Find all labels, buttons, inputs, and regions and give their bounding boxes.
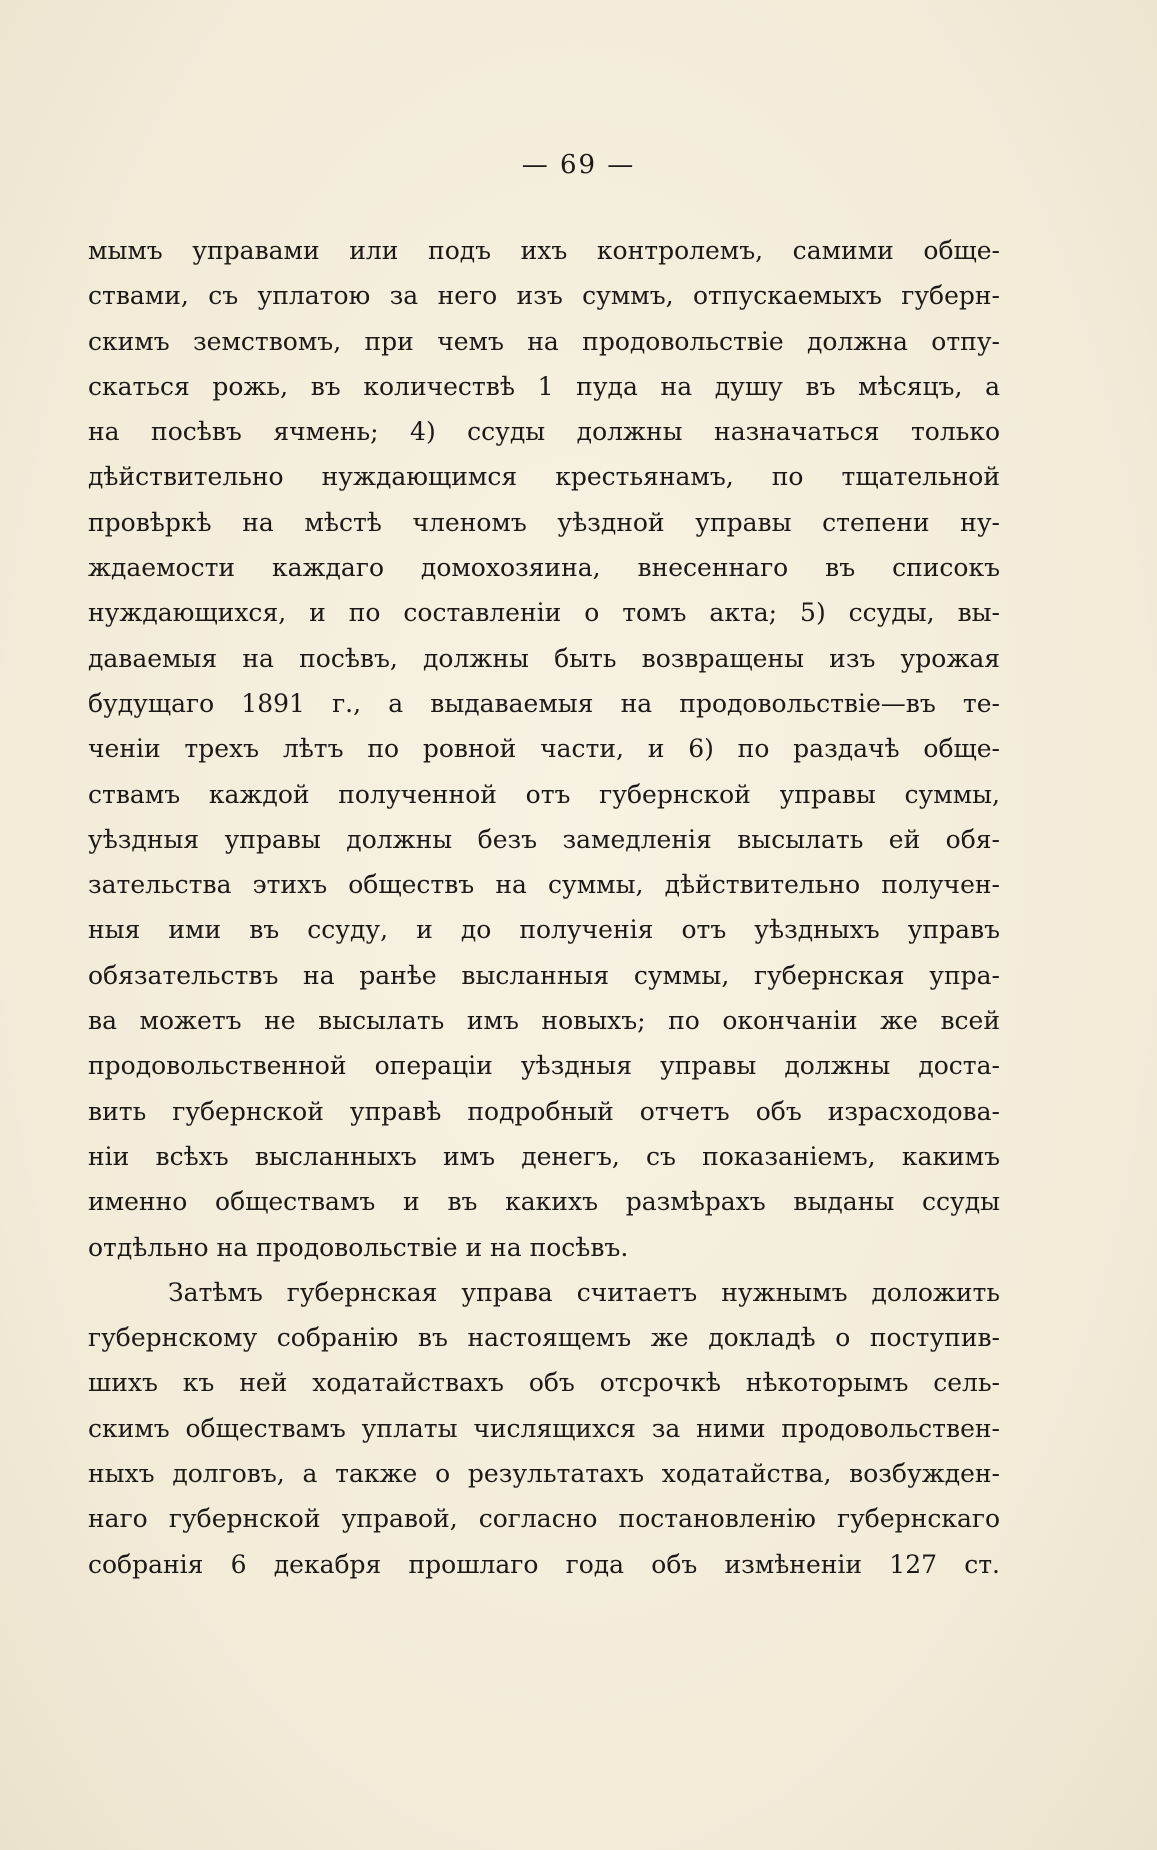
text-line: шихъ къ ней ходатайствахъ объ отсрочкѣ нѣкоторымъ сель- [88,1368,1000,1398]
text-line: ствамъ каждой полученной отъ губернской управы суммы, [88,779,1000,809]
text-line: вить губернской управѣ подробный отчетъ объ израсходова- [88,1096,1000,1126]
body-text [88,228,1000,1587]
text-line: ва можетъ не высылать имъ новыхъ; по окончаніи же всей [88,1006,1000,1036]
paragraph [88,1270,1000,1587]
text-line: продовольственной операціи уѣздныя управы должны доста- [88,1051,1000,1081]
text-line: губернскому собранію въ настоящемъ же докладѣ о поступив- [88,1323,1000,1353]
text-line: зательства этихъ обществъ на суммы, дѣйствительно получен- [88,870,1000,900]
paragraph [88,228,1000,1270]
text-line: уѣздныя управы должны безъ замедленія высылать ей обя- [88,824,1000,854]
text-line: на посѣвъ ячмень; 4) ссуды должны назначаться только [88,417,1000,447]
text-line: нуждающихся, и по составленіи о томъ акта; 5) ссуды, вы- [88,598,1000,628]
text-line: собранія 6 декабря прошлаго года объ измѣненіи 127 ст. [88,1549,1000,1579]
text-line: скимъ земствомъ, при чемъ на продовольствіе должна отпу- [88,326,1000,356]
text-line: Затѣмъ губернская управа считаетъ нужнымъ доложить [168,1277,1000,1307]
text-line: ченіи трехъ лѣтъ по ровной части, и 6) по раздачѣ обще- [88,734,1000,764]
text-line: дѣйствительно нуждающимся крестьянамъ, по тщательной [88,462,1000,492]
text-line: ныя ими въ ссуду, и до полученія отъ уѣздныхъ управъ [88,915,1000,945]
text-line: будущаго 1891 г., а выдаваемыя на продовольствіе—въ те- [88,688,1000,718]
text-line: провѣркѣ на мѣстѣ членомъ уѣздной управы степени ну- [88,507,1000,537]
text-line: даваемыя на посѣвъ, должны быть возвращены изъ урожая [88,643,1000,673]
text-line: ствами, съ уплатою за него изъ суммъ, отпускаемыхъ губерн- [88,281,1000,311]
text-line: мымъ управами или подъ ихъ контролемъ, самими обще- [88,236,1000,265]
text-line: ждаемости каждаго домохозяина, внесеннаго въ списокъ [88,553,1000,583]
text-line: наго губернской управой, согласно постановленію губернскаго [88,1504,1000,1534]
text-line: скимъ обществамъ уплаты числящихся за ними продовольствен- [88,1413,1000,1443]
text-line: скаться рожь, въ количествѣ 1 пуда на душу въ мѣсяцъ, а [88,371,1000,401]
text-line: отдѣльно на продовольствіе и на посѣвъ. [88,1232,629,1262]
page-number: — 69 — [521,150,636,180]
text-line: обязательствъ на ранѣе высланныя суммы, губернская упра- [88,960,1000,990]
text-line: именно обществамъ и въ какихъ размѣрахъ выданы ссуды [88,1187,1000,1217]
text-line: ныхъ долговъ, а также о результатахъ ходатайства, возбужден- [88,1459,1000,1489]
text-line: ніи всѣхъ высланныхъ имъ денегъ, съ показаніемъ, какимъ [88,1141,1000,1171]
